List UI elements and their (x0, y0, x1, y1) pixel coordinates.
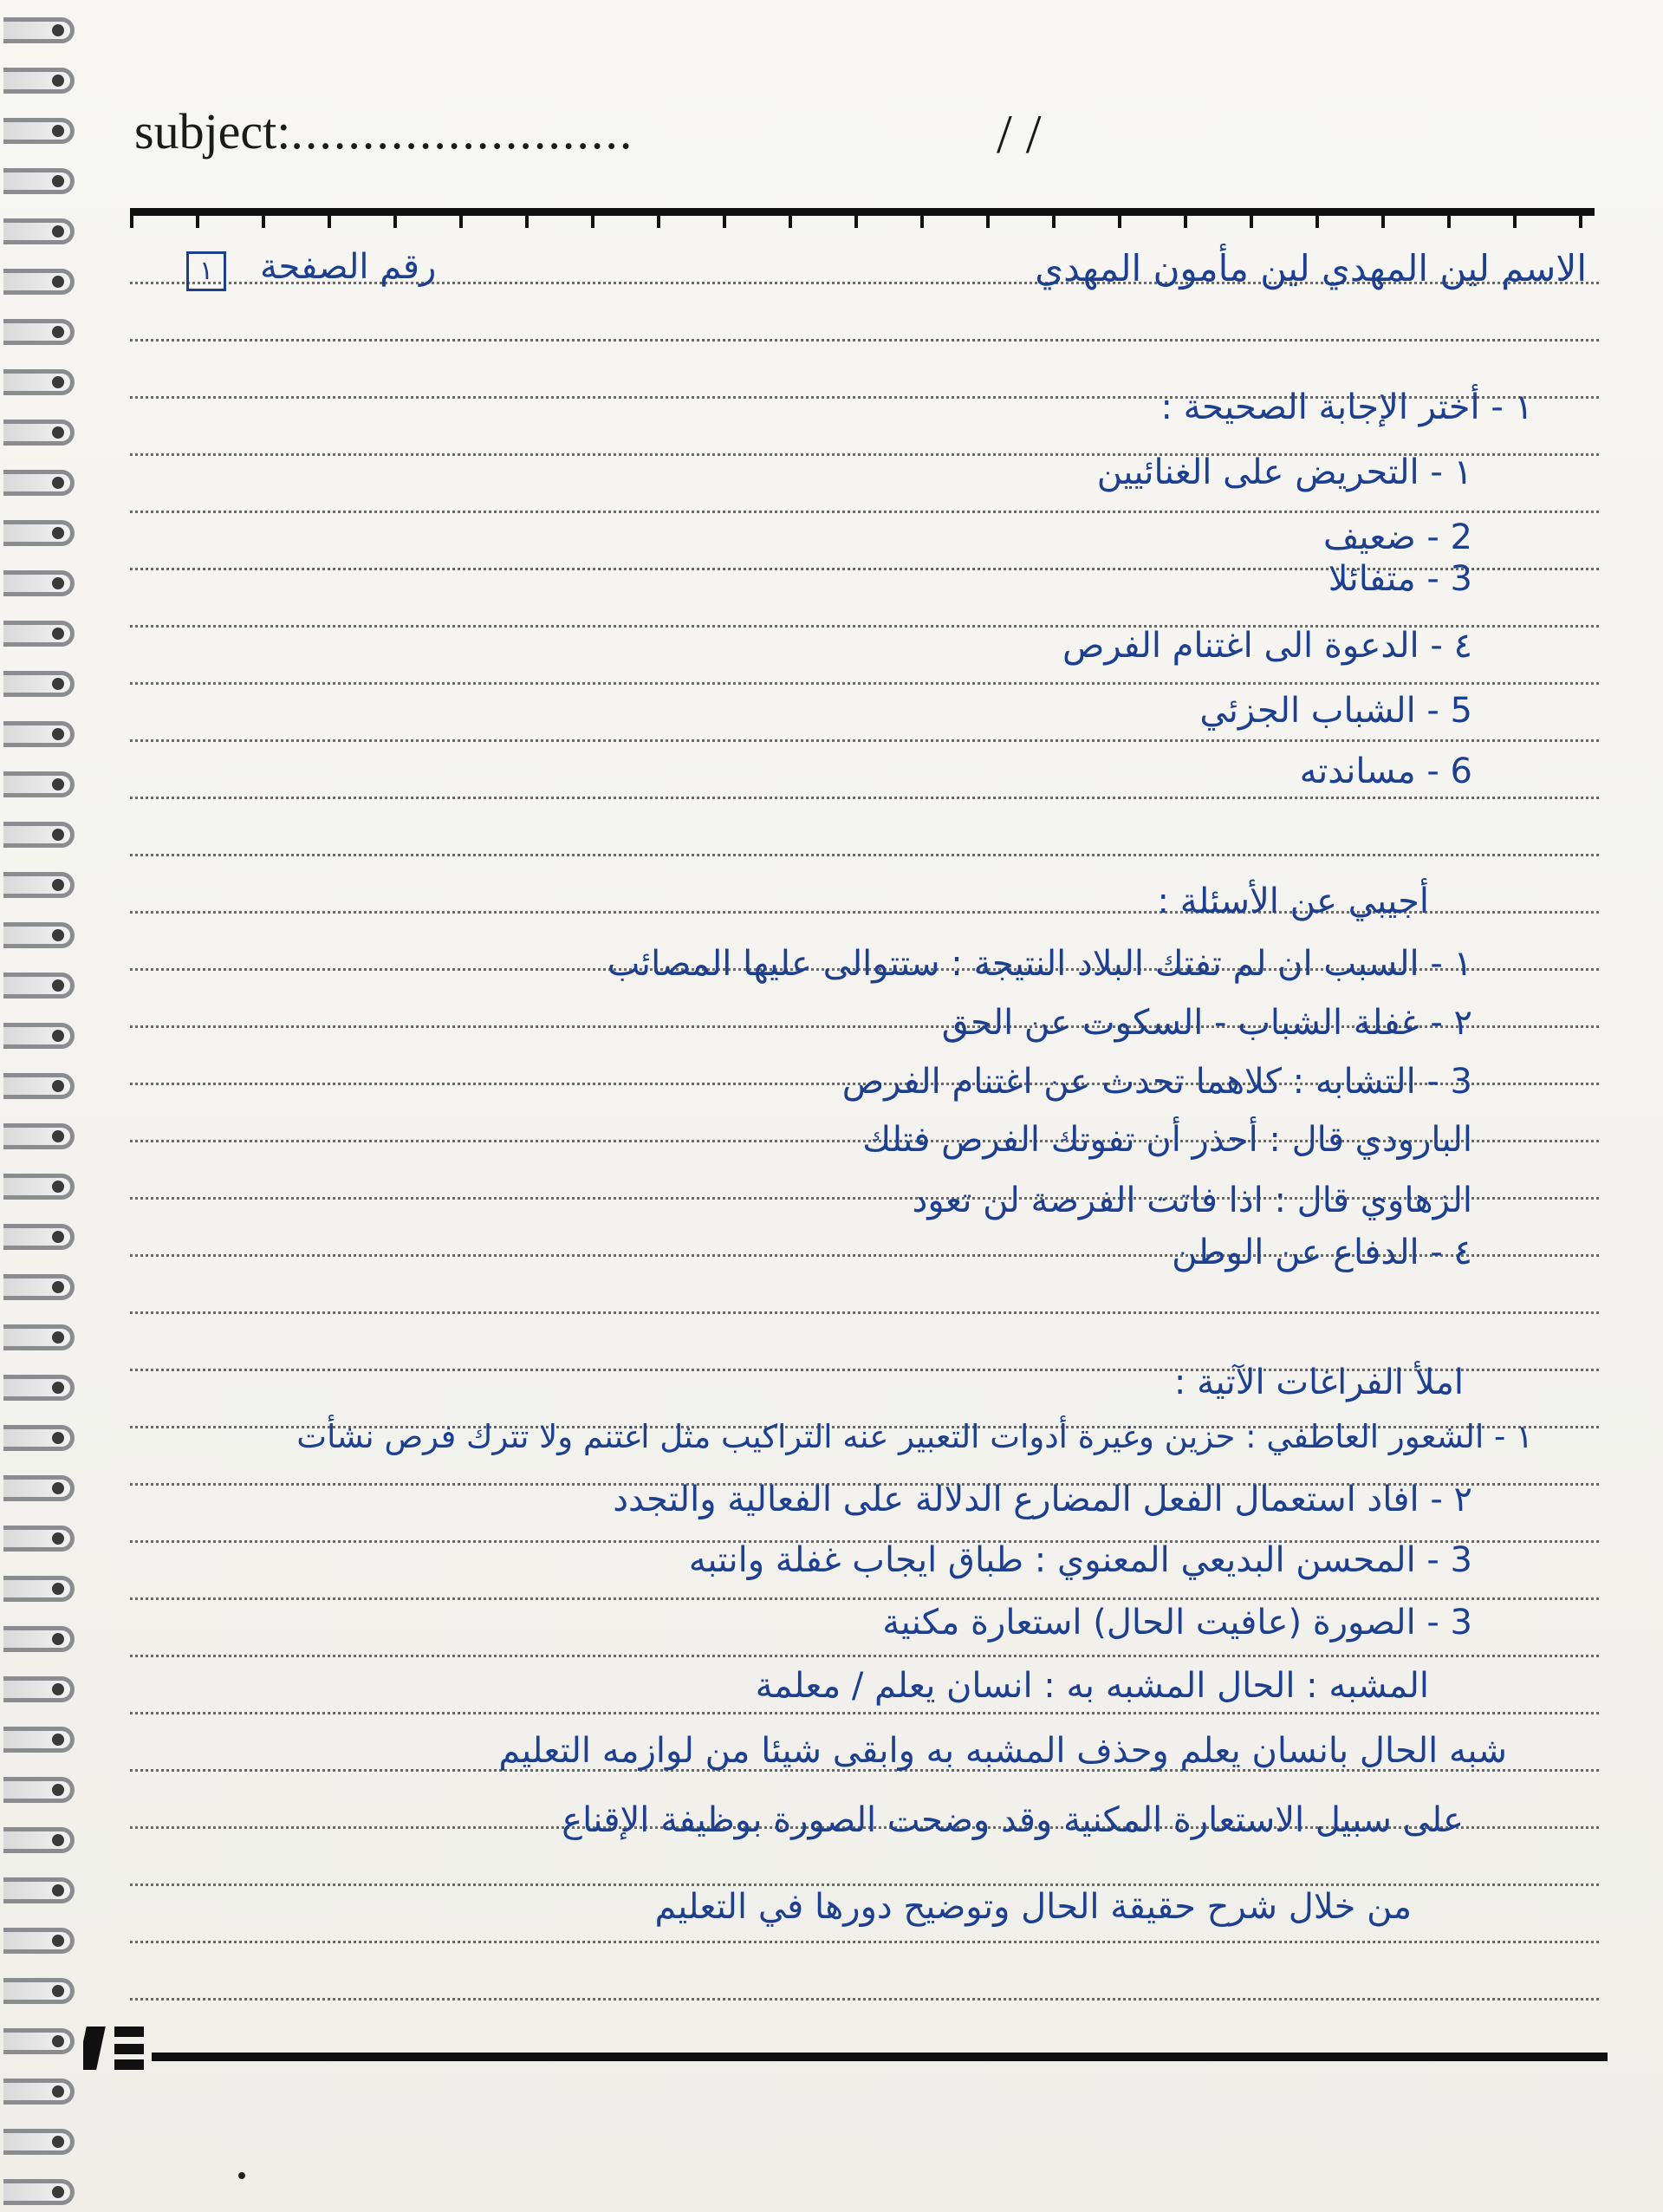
binding-hole (52, 1382, 64, 1394)
binding-hole (52, 1884, 64, 1896)
binding-hole (52, 1331, 64, 1343)
binding-hole (52, 276, 64, 288)
binding-hole (52, 175, 64, 187)
ruled-line (130, 1311, 1599, 1314)
binding-hole (52, 1482, 64, 1494)
binding-hole (52, 225, 64, 237)
section2-heading: أجيبي عن الأسئلة : (1157, 882, 1429, 921)
stray-dot (238, 2172, 245, 2179)
binding-hole (52, 1030, 64, 1042)
binding-hole (52, 75, 64, 87)
section3-heading: املأ الفراغات الآتية : (1173, 1363, 1464, 1402)
binding-hole (52, 678, 64, 690)
ruled-line (130, 339, 1599, 342)
section3-line: ٢ - افاد استعمال الفعل المضارع الدلالة على الفعالية والتجدد (613, 1480, 1472, 1519)
binding-hole (52, 1834, 64, 1846)
binding-hole (52, 1130, 64, 1142)
binding-hole (52, 1583, 64, 1595)
header-ticks (130, 216, 1595, 228)
binding-hole (52, 778, 64, 790)
binding-hole (52, 628, 64, 640)
binding-hole (52, 879, 64, 891)
section1-item: 2 - ضعيف (1322, 517, 1472, 557)
page-number-box: ١ (186, 251, 226, 291)
subject-heading (134, 102, 633, 160)
section3-line: 3 - المحسن البديعي المعنوي : طباق ايجاب غفلة وانتبه (688, 1540, 1472, 1580)
binding-hole (52, 2035, 64, 2047)
binding-hole (52, 1432, 64, 1444)
brand-logo-icon (83, 2009, 158, 2084)
binding-hole (52, 728, 64, 740)
student-name-line: الاسم لين المهدي لين مأمون المهدي (1035, 247, 1587, 290)
binding-hole (52, 1231, 64, 1243)
binding-hole (52, 1784, 64, 1796)
binding-hole (52, 1683, 64, 1695)
binding-hole (52, 929, 64, 941)
binding-hole (52, 376, 64, 388)
section3-line: 3 - الصورة (عافيت الحال) استعارة مكنية (882, 1603, 1472, 1643)
ruled-line (130, 1712, 1599, 1714)
section1-item: 5 - الشباب الجزئي (1199, 691, 1472, 731)
binding-hole (52, 1181, 64, 1193)
section2-line: البارودي قال : أحذر أن تفوتك الفرص فتلك (862, 1120, 1472, 1160)
section1-item: 3 - متفائلا (1328, 559, 1472, 599)
page-number-label: رقم الصفحة (260, 247, 437, 287)
binding-hole (52, 1985, 64, 1997)
section2-line: ٤ - الدفاع عن الوطن (1172, 1233, 1472, 1272)
header-rule (130, 208, 1595, 216)
binding-hole (52, 426, 64, 439)
subject-label: subject: (134, 103, 291, 159)
binding-hole (52, 326, 64, 338)
section2-line: الزهاوي قال : اذا فاتت الفرصة لن تعود (912, 1181, 1472, 1220)
section3-line: من خلال شرح حقيقة الحال وتوضيح دورها في التعليم (654, 1887, 1412, 1927)
binding-hole (52, 477, 64, 489)
section3-line: شبه الحال بانسان يعلم وحذف المشبه به وابقى شيئا من لوازمه التعليم (498, 1731, 1507, 1771)
ruled-line (130, 1941, 1599, 1943)
section1-item: ١ - التحريض على الغنائيين (1096, 452, 1472, 492)
binding-hole (52, 2085, 64, 2098)
section2-line: ١ - السبب ان لم تفتك البلاد النتيجة : ستتوالى عليها المصائب (607, 944, 1472, 984)
ruled-line (130, 854, 1599, 856)
ruled-line (130, 1998, 1599, 2001)
section3-line: المشبه : الحال المشبه به : انسان يعلم / معلمة (755, 1666, 1429, 1706)
binding-hole (52, 24, 64, 36)
binding-hole (52, 1281, 64, 1293)
section1-item: ٤ - الدعوة الى اغتنام الفرص (1062, 626, 1472, 666)
binding-hole (52, 2136, 64, 2148)
date-field: / / (997, 103, 1042, 165)
binding-hole (52, 2186, 64, 2198)
binding-hole (52, 829, 64, 841)
binding-hole (52, 1935, 64, 1947)
binding-hole (52, 125, 64, 137)
ruled-line (130, 739, 1599, 742)
section1-item: 6 - مساندته (1299, 751, 1472, 791)
section3-line: على سبيل الاستعارة المكنية وقد وضحت الصورة بوظيفة الإقناع (562, 1800, 1464, 1840)
section3-line: ١ - الشعور العاطفي : حزين وغيرة أدوات التعبير عنه التراكيب مثل اغتنم ولا تترك فرص نشأت (296, 1418, 1533, 1455)
section2-line: 3 - التشابه : كلاهما تحدث عن اغتنام الفرص (841, 1062, 1472, 1102)
footer-rule (152, 2053, 1608, 2061)
ruled-line (130, 1655, 1599, 1657)
binding-hole (52, 1734, 64, 1746)
section2-line: ٢ - غفلة الشباب - السكوت عن الحق (941, 1003, 1472, 1043)
binding-hole (52, 527, 64, 539)
binding-hole (52, 979, 64, 992)
subject-dots: ........................ (290, 103, 634, 159)
binding-hole (52, 1633, 64, 1645)
section1-heading: ١ - أختر الإجابة الصحيحة : (1160, 387, 1533, 427)
spiral-binding (0, 0, 95, 2212)
binding-hole (52, 1532, 64, 1545)
binding-hole (52, 577, 64, 589)
binding-hole (52, 1080, 64, 1092)
